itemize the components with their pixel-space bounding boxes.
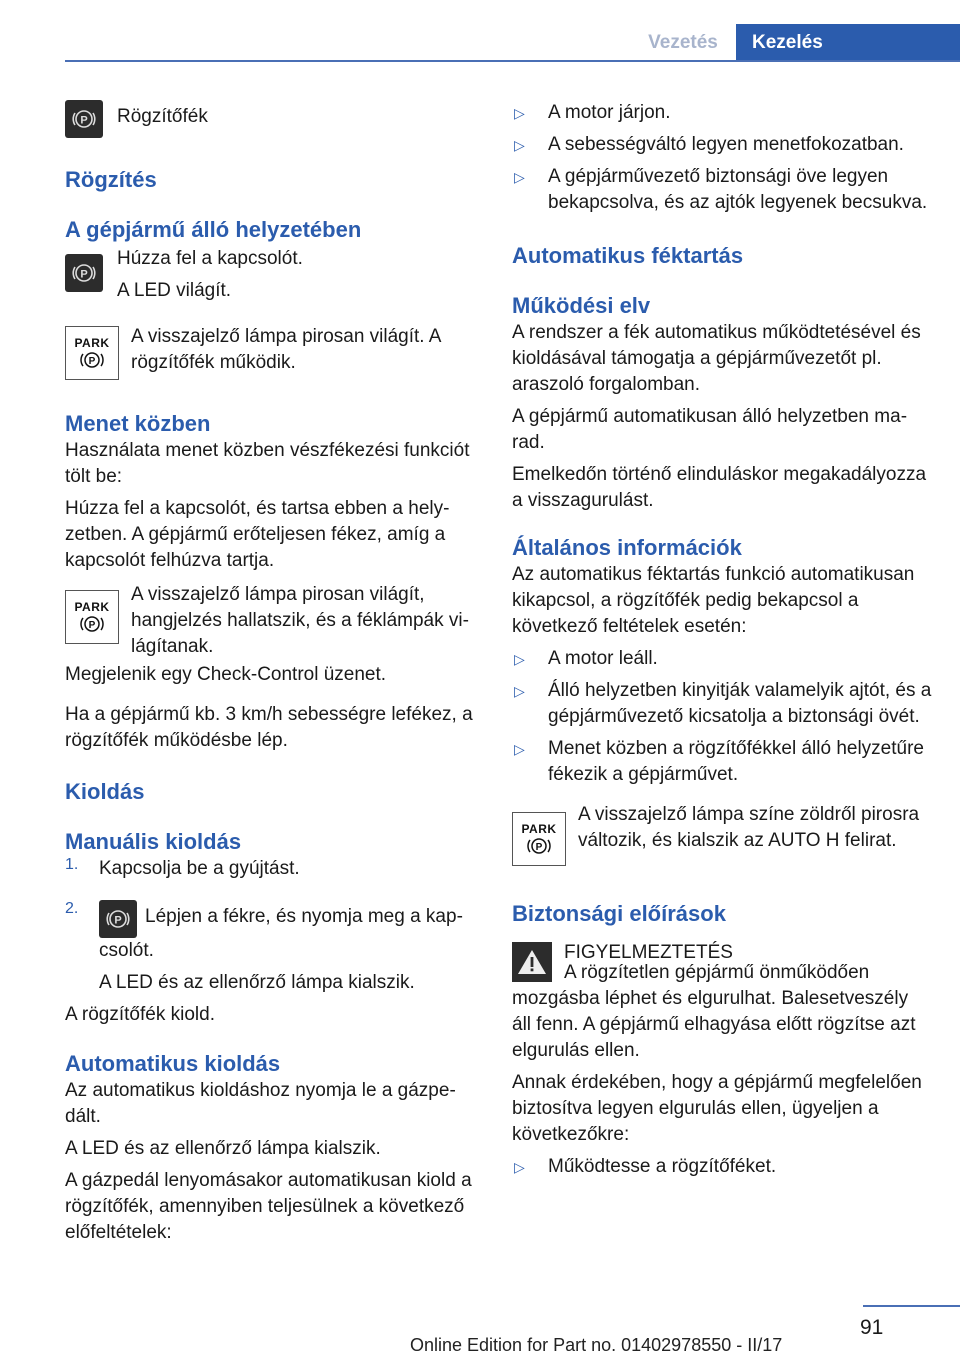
step-text: P Lépjen a fékre, és nyomja meg a kapcsolót. <box>99 900 480 964</box>
step-text: Kapcsolja be a gyújtást. <box>99 858 300 879</box>
triangle-bullet-icon: ▷ <box>514 741 525 757</box>
step-number: 1. <box>65 856 79 873</box>
list-item: ▷ Működtesse a rögzítőféket. <box>512 1154 932 1180</box>
heading-automatikus-fektartas: Automatikus féktartás <box>512 243 744 268</box>
warning-p2: Annak érdekében, hogy a gépjármű megfelelően biztosítva legyen elgurulás ellen, ügyeljen a következőkre: <box>512 1072 922 1145</box>
page-number: 91 <box>860 1316 884 1339</box>
park-indicator-row-3 <box>512 802 932 866</box>
elv-p1: A rendszer a fék automatikus működtetésével és kioldásával támogatja a gépjárművezetőt pl. araszoló forgalomban. <box>512 322 921 395</box>
step-1 <box>65 856 480 882</box>
menet-p2: Húzza fel a kapcsolót, és tartsa ebben a helyzetben. A gépjármű erőteljesen fékez, amíg a kapcsolót felhúzva tartja. <box>65 498 450 571</box>
heading-allo-helyzet: A gépjármű álló helyzetében <box>65 217 362 242</box>
brake-label-row <box>65 100 480 138</box>
led-on-text: A LED világít. <box>117 280 232 301</box>
park-indicator-text-2: A visszajelző lámpa pirosan világít, hangjelzés hallatszik, és a féklámpák világítanak. <box>131 584 469 657</box>
pull-switch-row <box>65 246 480 304</box>
heading-rogzites: Rögzítés <box>65 167 157 192</box>
triangle-bullet-icon: ▷ <box>514 651 525 667</box>
park-indicator-text-1: A visszajelző lámpa pirosan világít. A rögzítőfék működik. <box>131 326 441 373</box>
triangle-bullet-icon: ▷ <box>514 169 525 185</box>
auto-p1: Az automatikus kioldáshoz nyomja le a gázpedált. <box>65 1080 456 1127</box>
left-column <box>65 100 480 1246</box>
warning-title: FIGYELMEZTETÉS <box>564 942 733 963</box>
svg-text:P: P <box>80 114 88 127</box>
warning-p1: A rögzítetlen gépjármű önműködően mozgásba léphet és elgurulhat. Balesetveszély áll fenn. A gépjármű elhagyása előtt rögzítse azt elgurulás ellen. <box>512 962 916 1061</box>
step-number: 2. <box>65 900 79 917</box>
warning-icon <box>512 942 552 982</box>
heading-mukodesi-elv: Működési elv <box>512 293 651 318</box>
svg-text:P: P <box>80 268 88 281</box>
park-indicator-icon: PARK P <box>65 590 119 644</box>
heading-manualis-kioldas: Manuális kioldás <box>65 829 242 854</box>
parking-brake-icon <box>65 254 103 292</box>
list-item: ▷ A motor leáll. <box>512 646 932 672</box>
altalanos-p1: Az automatikus féktartás funkció automatikusan kikapcsol, a rögzítőfék pedig bekapcsol a következő feltételek esetén: <box>512 564 915 637</box>
heading-kioldas: Kioldás <box>65 779 145 804</box>
svg-text:P: P <box>114 914 122 927</box>
heading-automatikus-kioldas: Automatikus kioldás <box>65 1051 281 1076</box>
list-item: ▷ A sebességváltó legyen menetfokozatban. <box>512 132 932 158</box>
svg-text:P: P <box>535 841 543 853</box>
step-2 <box>65 900 480 996</box>
header-rule <box>65 60 960 62</box>
right-column <box>512 100 932 1180</box>
heading-menet-kozben: Menet közben <box>65 411 211 436</box>
parking-brake-icon <box>99 900 137 938</box>
park-indicator-icon: PARK P <box>512 812 566 866</box>
list-item: ▷ A gépjárművezető biztonsági öve legyen bekapcsolva, és az ajtók legyenek becsukva. <box>514 166 928 213</box>
auto-p3: A gázpedál lenyomásakor automatikusan kiold a rögzítőfék, amennyiben teljesülnek a következő előfeltételek: <box>65 1170 472 1243</box>
list-item: ▷ Menet közben a rögzítőfékkel álló helyzetűre fékezik a gépjárművet. <box>514 738 924 785</box>
auto-p2: A LED és az ellenőrző lámpa kialszik. <box>65 1138 381 1159</box>
triangle-bullet-icon: ▷ <box>514 105 525 121</box>
elv-p3: Emelkedőn történő elinduláskor megakadályozza a visszagurulást. <box>512 464 927 511</box>
pull-switch-text: Húzza fel a kapcsolót. <box>117 248 303 269</box>
heading-biztonsagi-eloirasok: Biztonsági előírások <box>512 901 726 926</box>
released-text: A rögzítőfék kiold. <box>65 1004 215 1025</box>
tab-vezetes[interactable]: Vezetés <box>630 24 736 61</box>
menet-p1: Használata menet közben vészfékezési funkciót tölt be: <box>65 440 470 487</box>
heading-altalanos-informaciok: Általános információk <box>512 535 742 560</box>
triangle-bullet-icon: ▷ <box>514 1159 525 1175</box>
svg-text:P: P <box>88 619 96 631</box>
park-indicator-row-1 <box>65 324 480 380</box>
footer-rule <box>863 1305 960 1307</box>
footer-edition: Online Edition for Part no. 01402978550 - II/17 <box>410 1335 783 1355</box>
elv-p2: A gépjármű automatikusan álló helyzetben marad. <box>512 406 908 453</box>
triangle-bullet-icon: ▷ <box>514 137 525 153</box>
brake-label: Rögzítőfék <box>117 106 208 127</box>
triangle-bullet-icon: ▷ <box>514 683 525 699</box>
park-indicator-row-2 <box>65 582 480 660</box>
list-item: ▷ A motor járjon. <box>512 100 932 126</box>
tab-kezeles[interactable]: Kezelés <box>736 24 960 61</box>
svg-text:P: P <box>88 355 96 367</box>
parking-brake-icon <box>65 100 103 138</box>
list-item: ▷ Álló helyzetben kinyitják valamelyik ajtót, és a gépjárművezető kicsatolja a biztonsági övét. <box>514 680 932 727</box>
park-indicator-text-3: A visszajelző lámpa színe zöldről pirosra változik, és kialszik az AUTO H felirat. <box>578 804 920 851</box>
step-2-result: A LED és az ellenőrző lámpa kialszik. <box>99 972 415 993</box>
check-control-text: Megjelenik egy Check-Control üzenet. <box>65 664 387 685</box>
park-indicator-icon: PARK P <box>65 326 119 380</box>
speed-note: Ha a gépjármű kb. 3 km/h sebességre lefékez, a rögzítőfék működésbe lép. <box>65 704 473 751</box>
